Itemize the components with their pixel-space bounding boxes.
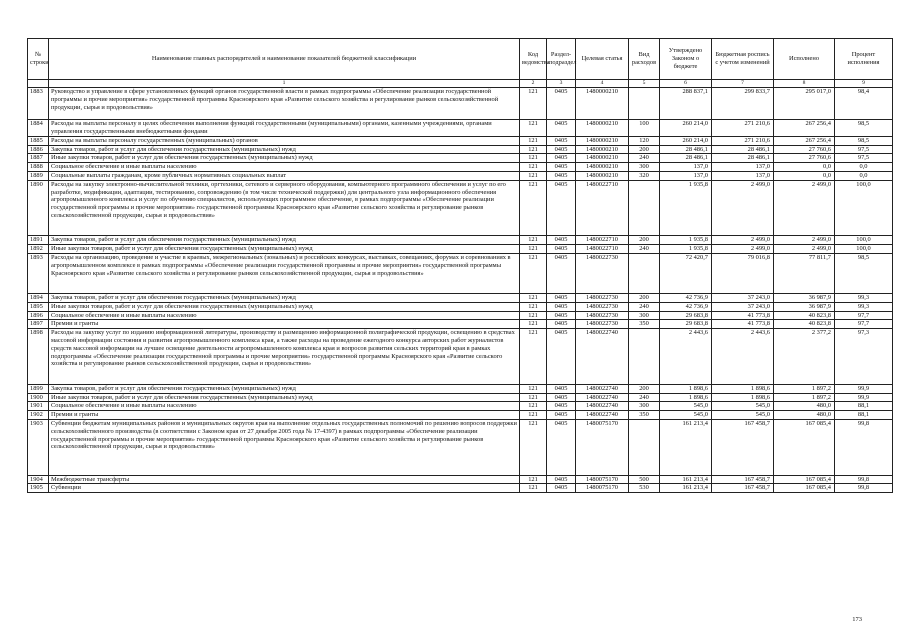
row-target-article: 1480022740 (576, 393, 629, 402)
row-target-article: 1480022730 (576, 293, 629, 302)
header-executed: Исполнено (774, 39, 835, 80)
row-executed: 1 897,2 (774, 384, 835, 393)
row-approved: 2 443,6 (660, 329, 712, 385)
row-executed: 77 811,7 (774, 253, 835, 293)
row-budget-schedule: 545,0 (712, 402, 774, 411)
row-name: Закупка товаров, работ и услуг для обеспечения государственных (муниципальных) нужд (49, 236, 520, 245)
row-executed: 2 377,2 (774, 329, 835, 385)
table-row (28, 245, 893, 254)
row-approved: 28 486,1 (660, 145, 712, 154)
row-executed: 36 987,9 (774, 293, 835, 302)
row-budget-schedule: 2 499,0 (712, 245, 774, 254)
row-executed: 0,0 (774, 171, 835, 180)
row-executed: 167 085,4 (774, 484, 835, 493)
header-expense-type: Вид расходов (629, 39, 660, 80)
row-target-article: 1480000210 (576, 171, 629, 180)
colnum-5: 5 (629, 80, 660, 88)
row-section: 0405 (547, 384, 576, 393)
colnum-1: 1 (49, 80, 520, 88)
budget-report-sheet (27, 38, 892, 493)
row-department-code: 121 (520, 320, 547, 329)
row-number: 1886 (28, 145, 49, 154)
table-row (28, 419, 893, 475)
table-row (28, 320, 893, 329)
table-body (28, 88, 893, 493)
row-percent: 98,4 (835, 88, 893, 120)
row-expense-type: 100 (629, 120, 660, 137)
row-budget-schedule: 1 898,6 (712, 393, 774, 402)
row-approved: 161 213,4 (660, 475, 712, 484)
row-budget-schedule: 41 773,8 (712, 311, 774, 320)
row-section: 0405 (547, 154, 576, 163)
row-expense-type: 300 (629, 402, 660, 411)
row-budget-schedule: 137,0 (712, 163, 774, 172)
row-executed: 267 256,4 (774, 136, 835, 145)
row-number: 1888 (28, 163, 49, 172)
row-name: Расходы на закупку электронно-вычислительной техники, оргтехники, сетевого и серверного оборудования, компьютерного программного обеспечения и услуг по его разработке, модификации, адаптации, тестированию, сопровождению (в том числе технической поддержки) для центрального узла информационного обеспечения агропромышленного комплекса и услуг по обучению специалистов, использующих программное обеспечение, в рамках подпрограммы «Обеспечение реализации государственной программы и прочие мероприятия» государственной программы Красноярского края «Развитие сельского хозяйства и регулирование рынков сельскохозяйственной продукции, сырья и продовольствия» (49, 180, 520, 236)
header-budget-schedule: Бюджетная роспись с учетом изменений (712, 39, 774, 80)
row-executed: 167 085,4 (774, 419, 835, 475)
row-target-article: 1480022710 (576, 236, 629, 245)
row-percent: 0,0 (835, 163, 893, 172)
row-name: Расходы на выплаты персоналу государственных (муниципальных) органов (49, 136, 520, 145)
colnum-6: 6 (660, 80, 712, 88)
row-budget-schedule: 1 898,6 (712, 384, 774, 393)
table-row (28, 171, 893, 180)
row-name: Руководство и управление в сфере установленных функций органов государственной власти в рамках подпрограммы «Обеспечение реализации государственной программы и прочие мероприятия» государственной программы Красноярского края «Развитие сельского хозяйства и регулирование рынков сельскохозяйственной продукции, сырья и продовольствия» (49, 88, 520, 120)
row-department-code: 121 (520, 484, 547, 493)
row-budget-schedule: 167 458,7 (712, 419, 774, 475)
header-row-number: № строки (28, 39, 49, 80)
row-budget-schedule: 2 443,6 (712, 329, 774, 385)
row-section: 0405 (547, 236, 576, 245)
row-department-code: 121 (520, 120, 547, 137)
row-percent: 88,1 (835, 411, 893, 420)
row-department-code: 121 (520, 245, 547, 254)
row-number: 1895 (28, 302, 49, 311)
row-number: 1883 (28, 88, 49, 120)
row-percent: 99,8 (835, 475, 893, 484)
row-executed: 0,0 (774, 163, 835, 172)
row-section: 0405 (547, 136, 576, 145)
row-department-code: 121 (520, 236, 547, 245)
table-row (28, 402, 893, 411)
row-approved: 1 935,8 (660, 245, 712, 254)
row-budget-schedule: 167 458,7 (712, 484, 774, 493)
row-number: 1896 (28, 311, 49, 320)
row-section: 0405 (547, 393, 576, 402)
row-expense-type: 300 (629, 163, 660, 172)
row-executed: 40 823,8 (774, 311, 835, 320)
row-department-code: 121 (520, 180, 547, 236)
colnum-2: 2 (520, 80, 547, 88)
row-department-code: 121 (520, 311, 547, 320)
row-approved: 28 486,1 (660, 154, 712, 163)
row-target-article: 1480000210 (576, 163, 629, 172)
row-approved: 260 214,0 (660, 120, 712, 137)
table-row (28, 88, 893, 120)
row-department-code: 121 (520, 293, 547, 302)
row-expense-type (629, 88, 660, 120)
row-percent: 100,0 (835, 236, 893, 245)
row-expense-type: 300 (629, 311, 660, 320)
row-expense-type (629, 253, 660, 293)
row-number: 1885 (28, 136, 49, 145)
row-percent: 100,0 (835, 245, 893, 254)
row-section: 0405 (547, 329, 576, 385)
row-number: 1889 (28, 171, 49, 180)
row-executed: 27 760,6 (774, 154, 835, 163)
row-approved: 29 683,8 (660, 320, 712, 329)
row-percent: 97,7 (835, 311, 893, 320)
table-row (28, 302, 893, 311)
row-executed: 27 760,6 (774, 145, 835, 154)
row-target-article: 1480022730 (576, 320, 629, 329)
row-budget-schedule: 2 499,0 (712, 180, 774, 236)
row-percent: 98,5 (835, 120, 893, 137)
colnum-8: 8 (774, 80, 835, 88)
row-budget-schedule: 271 210,6 (712, 120, 774, 137)
row-number: 1905 (28, 484, 49, 493)
row-number: 1893 (28, 253, 49, 293)
row-target-article: 1480022740 (576, 384, 629, 393)
column-number-row (28, 80, 893, 88)
row-budget-schedule: 37 243,0 (712, 293, 774, 302)
row-department-code: 121 (520, 411, 547, 420)
row-target-article: 1480075170 (576, 475, 629, 484)
row-executed: 2 499,0 (774, 180, 835, 236)
row-percent: 99,3 (835, 302, 893, 311)
row-section: 0405 (547, 163, 576, 172)
row-section: 0405 (547, 180, 576, 236)
row-department-code: 121 (520, 88, 547, 120)
row-name: Межбюджетные трансферты (49, 475, 520, 484)
row-approved: 1 898,6 (660, 384, 712, 393)
row-department-code: 121 (520, 329, 547, 385)
row-number: 1892 (28, 245, 49, 254)
row-number: 1904 (28, 475, 49, 484)
row-department-code: 121 (520, 384, 547, 393)
row-section: 0405 (547, 411, 576, 420)
row-section: 0405 (547, 253, 576, 293)
row-approved: 29 683,8 (660, 311, 712, 320)
row-number: 1894 (28, 293, 49, 302)
row-target-article: 1480075170 (576, 419, 629, 475)
row-percent: 88,1 (835, 402, 893, 411)
row-budget-schedule: 37 243,0 (712, 302, 774, 311)
row-executed: 40 823,8 (774, 320, 835, 329)
table-row (28, 329, 893, 385)
row-expense-type: 320 (629, 171, 660, 180)
table-row (28, 145, 893, 154)
row-executed: 167 085,4 (774, 475, 835, 484)
row-budget-schedule: 41 773,8 (712, 320, 774, 329)
row-approved: 545,0 (660, 402, 712, 411)
header-approved: Утверждено Законом о бюджете (660, 39, 712, 80)
row-name: Социальное обеспечение и иные выплаты населению (49, 311, 520, 320)
row-budget-schedule: 545,0 (712, 411, 774, 420)
row-name: Иные закупки товаров, работ и услуг для обеспечения государственных (муниципальных) нужд (49, 154, 520, 163)
row-approved: 1 935,8 (660, 180, 712, 236)
row-executed: 480,0 (774, 402, 835, 411)
table-row (28, 475, 893, 484)
row-percent: 97,5 (835, 154, 893, 163)
row-approved: 260 214,0 (660, 136, 712, 145)
row-expense-type: 240 (629, 302, 660, 311)
row-executed: 2 499,0 (774, 245, 835, 254)
row-name: Премии и гранты (49, 411, 520, 420)
row-number: 1897 (28, 320, 49, 329)
row-executed: 2 499,0 (774, 236, 835, 245)
row-expense-type: 240 (629, 393, 660, 402)
row-department-code: 121 (520, 154, 547, 163)
row-percent: 0,0 (835, 171, 893, 180)
header-department-code: Код ведомства (520, 39, 547, 80)
row-approved: 161 213,4 (660, 419, 712, 475)
row-number: 1890 (28, 180, 49, 236)
row-expense-type: 200 (629, 384, 660, 393)
row-department-code: 121 (520, 253, 547, 293)
header-section: Раздел-подраздел (547, 39, 576, 80)
row-expense-type (629, 419, 660, 475)
row-expense-type: 500 (629, 475, 660, 484)
row-department-code: 121 (520, 163, 547, 172)
row-target-article: 1480022710 (576, 180, 629, 236)
row-budget-schedule: 137,0 (712, 171, 774, 180)
row-name: Расходы на выплаты персоналу в целях обеспечения выполнения функций государственными (муниципальными) органами, казенными учреждениями, органами управления государственными внебюджетными фондами (49, 120, 520, 137)
table-row (28, 393, 893, 402)
row-name: Иные закупки товаров, работ и услуг для обеспечения государственных (муниципальных) нужд (49, 302, 520, 311)
row-target-article: 1480022730 (576, 302, 629, 311)
row-number: 1891 (28, 236, 49, 245)
table-header (28, 39, 893, 88)
table-row (28, 253, 893, 293)
row-percent: 98,5 (835, 253, 893, 293)
row-approved: 137,0 (660, 171, 712, 180)
row-section: 0405 (547, 320, 576, 329)
row-expense-type: 530 (629, 484, 660, 493)
row-target-article: 1480000210 (576, 145, 629, 154)
row-department-code: 121 (520, 136, 547, 145)
row-percent: 100,0 (835, 180, 893, 236)
row-name: Субвенции (49, 484, 520, 493)
row-executed: 480,0 (774, 411, 835, 420)
row-name: Субвенции бюджетам муниципальных районов и муниципальных округов края на выполнение отдельных государственных полномочий по решению вопросов поддержки сельскохозяйственного производства (в соответствии с Законом края от 27 декабря 2005 года № 17-4397) в рамках подпрограммы «Обеспечение реализации государственной программы и прочие мероприятия» государственной программы Красноярского края «Развитие сельского хозяйства и регулирование рынков сельскохозяйственной продукции, сырья и продовольствия» (49, 419, 520, 475)
row-percent: 99,8 (835, 419, 893, 475)
row-approved: 137,0 (660, 163, 712, 172)
row-target-article: 1480022740 (576, 402, 629, 411)
row-number: 1902 (28, 411, 49, 420)
row-expense-type (629, 329, 660, 385)
row-number: 1884 (28, 120, 49, 137)
row-expense-type: 200 (629, 145, 660, 154)
row-approved: 288 837,1 (660, 88, 712, 120)
header-name: Наименование главных распорядителей и наименование показателей бюджетной классификации (49, 39, 520, 80)
row-number: 1898 (28, 329, 49, 385)
row-department-code: 121 (520, 302, 547, 311)
row-percent: 99,3 (835, 293, 893, 302)
row-department-code: 121 (520, 171, 547, 180)
table-row (28, 136, 893, 145)
row-target-article: 1480000210 (576, 120, 629, 137)
row-approved: 545,0 (660, 411, 712, 420)
colnum-4: 4 (576, 80, 629, 88)
row-section: 0405 (547, 402, 576, 411)
row-target-article: 1480075170 (576, 484, 629, 493)
page-number: 173 (852, 616, 862, 623)
row-department-code: 121 (520, 393, 547, 402)
row-name: Социальные выплаты гражданам, кроме публичных нормативных социальных выплат (49, 171, 520, 180)
table-row (28, 384, 893, 393)
row-name: Премии и гранты (49, 320, 520, 329)
row-number: 1887 (28, 154, 49, 163)
colnum-3: 3 (547, 80, 576, 88)
row-number: 1899 (28, 384, 49, 393)
row-approved: 1 935,8 (660, 236, 712, 245)
row-expense-type: 240 (629, 245, 660, 254)
row-budget-schedule: 167 458,7 (712, 475, 774, 484)
header-target-article: Целевая статья (576, 39, 629, 80)
row-budget-schedule: 271 210,6 (712, 136, 774, 145)
table-row (28, 484, 893, 493)
row-section: 0405 (547, 484, 576, 493)
row-approved: 42 736,9 (660, 293, 712, 302)
table-row (28, 180, 893, 236)
row-budget-schedule: 2 499,0 (712, 236, 774, 245)
row-name: Социальное обеспечение и иные выплаты населению (49, 163, 520, 172)
colnum-9: 9 (835, 80, 893, 88)
row-section: 0405 (547, 120, 576, 137)
row-section: 0405 (547, 145, 576, 154)
row-number: 1903 (28, 419, 49, 475)
table-row (28, 154, 893, 163)
row-section: 0405 (547, 419, 576, 475)
row-approved: 161 213,4 (660, 484, 712, 493)
row-percent: 99,9 (835, 393, 893, 402)
row-budget-schedule: 28 486,1 (712, 145, 774, 154)
row-executed: 267 256,4 (774, 120, 835, 137)
row-percent: 97,3 (835, 329, 893, 385)
row-target-article: 1480022730 (576, 311, 629, 320)
row-percent: 97,7 (835, 320, 893, 329)
row-department-code: 121 (520, 145, 547, 154)
row-number: 1901 (28, 402, 49, 411)
row-section: 0405 (547, 171, 576, 180)
table-row (28, 163, 893, 172)
row-target-article: 1480022710 (576, 245, 629, 254)
row-section: 0405 (547, 88, 576, 120)
row-section: 0405 (547, 302, 576, 311)
row-department-code: 121 (520, 475, 547, 484)
table-row (28, 311, 893, 320)
row-target-article: 1480000210 (576, 154, 629, 163)
colnum-7: 7 (712, 80, 774, 88)
row-department-code: 121 (520, 419, 547, 475)
table-row (28, 120, 893, 137)
row-section: 0405 (547, 475, 576, 484)
colnum-0 (28, 80, 49, 88)
row-target-article: 1480022740 (576, 411, 629, 420)
table-row (28, 293, 893, 302)
row-target-article: 1480000210 (576, 88, 629, 120)
row-expense-type (629, 180, 660, 236)
row-name: Закупка товаров, работ и услуг для обеспечения государственных (муниципальных) нужд (49, 145, 520, 154)
row-expense-type: 350 (629, 320, 660, 329)
row-expense-type: 200 (629, 293, 660, 302)
row-name: Закупка товаров, работ и услуг для обеспечения государственных (муниципальных) нужд (49, 384, 520, 393)
row-expense-type: 350 (629, 411, 660, 420)
row-target-article: 1480022740 (576, 329, 629, 385)
row-expense-type: 240 (629, 154, 660, 163)
row-executed: 295 017,0 (774, 88, 835, 120)
row-percent: 99,9 (835, 384, 893, 393)
row-target-article: 1480022730 (576, 253, 629, 293)
row-approved: 42 736,9 (660, 302, 712, 311)
row-section: 0405 (547, 293, 576, 302)
row-section: 0405 (547, 245, 576, 254)
row-percent: 98,5 (835, 136, 893, 145)
row-executed: 1 897,2 (774, 393, 835, 402)
row-approved: 72 420,7 (660, 253, 712, 293)
row-budget-schedule: 299 833,7 (712, 88, 774, 120)
row-department-code: 121 (520, 402, 547, 411)
table-row (28, 236, 893, 245)
row-budget-schedule: 28 486,1 (712, 154, 774, 163)
row-section: 0405 (547, 311, 576, 320)
row-number: 1900 (28, 393, 49, 402)
row-name: Социальное обеспечение и иные выплаты населению (49, 402, 520, 411)
row-name: Иные закупки товаров, работ и услуг для обеспечения государственных (муниципальных) нужд (49, 245, 520, 254)
row-percent: 99,8 (835, 484, 893, 493)
row-target-article: 1480000210 (576, 136, 629, 145)
row-percent: 97,5 (835, 145, 893, 154)
budget-table (27, 38, 893, 493)
row-approved: 1 898,6 (660, 393, 712, 402)
row-name: Закупка товаров, работ и услуг для обеспечения государственных (муниципальных) нужд (49, 293, 520, 302)
table-row (28, 411, 893, 420)
row-budget-schedule: 79 016,8 (712, 253, 774, 293)
header-percent: Процент исполнения (835, 39, 893, 80)
row-name: Иные закупки товаров, работ и услуг для обеспечения государственных (муниципальных) нужд (49, 393, 520, 402)
row-expense-type: 200 (629, 236, 660, 245)
row-executed: 36 987,9 (774, 302, 835, 311)
row-name: Расходы на организацию, проведение и участие в краевых, межрегиональных (зональных) и российских конкурсах, выставках, совещаниях, форумах и соревнованиях в агропромышленном комплексе в рамках подпрограммы «Обеспечение реализации государственной программы и прочие мероприятия» государственной программы Красноярского края «Развитие сельского хозяйства и регулирование рынков сельскохозяйственной продукции, сырья и продовольствия» (49, 253, 520, 293)
row-name: Расходы на закупку услуг по изданию информационной литературы, производству и размещению информационной полиграфической продукции, освещению в средствах массовой информации состояния и развития агропромышленного комплекса края, а также расходы на проведение ежегодного конкурса авторских работ журналистов средств массовой информации на лучшее освещение деятельности агропромышленного комплекса края и вопросов развития сельских территорий края в рамках подпрограммы «Обеспечение реализации государственной программы и прочие мероприятия» государственной программы Красноярского края «Развитие сельского хозяйства и регулирование рынков сельскохозяйственной продукции, сырья и продовольствия» (49, 329, 520, 385)
row-expense-type: 120 (629, 136, 660, 145)
